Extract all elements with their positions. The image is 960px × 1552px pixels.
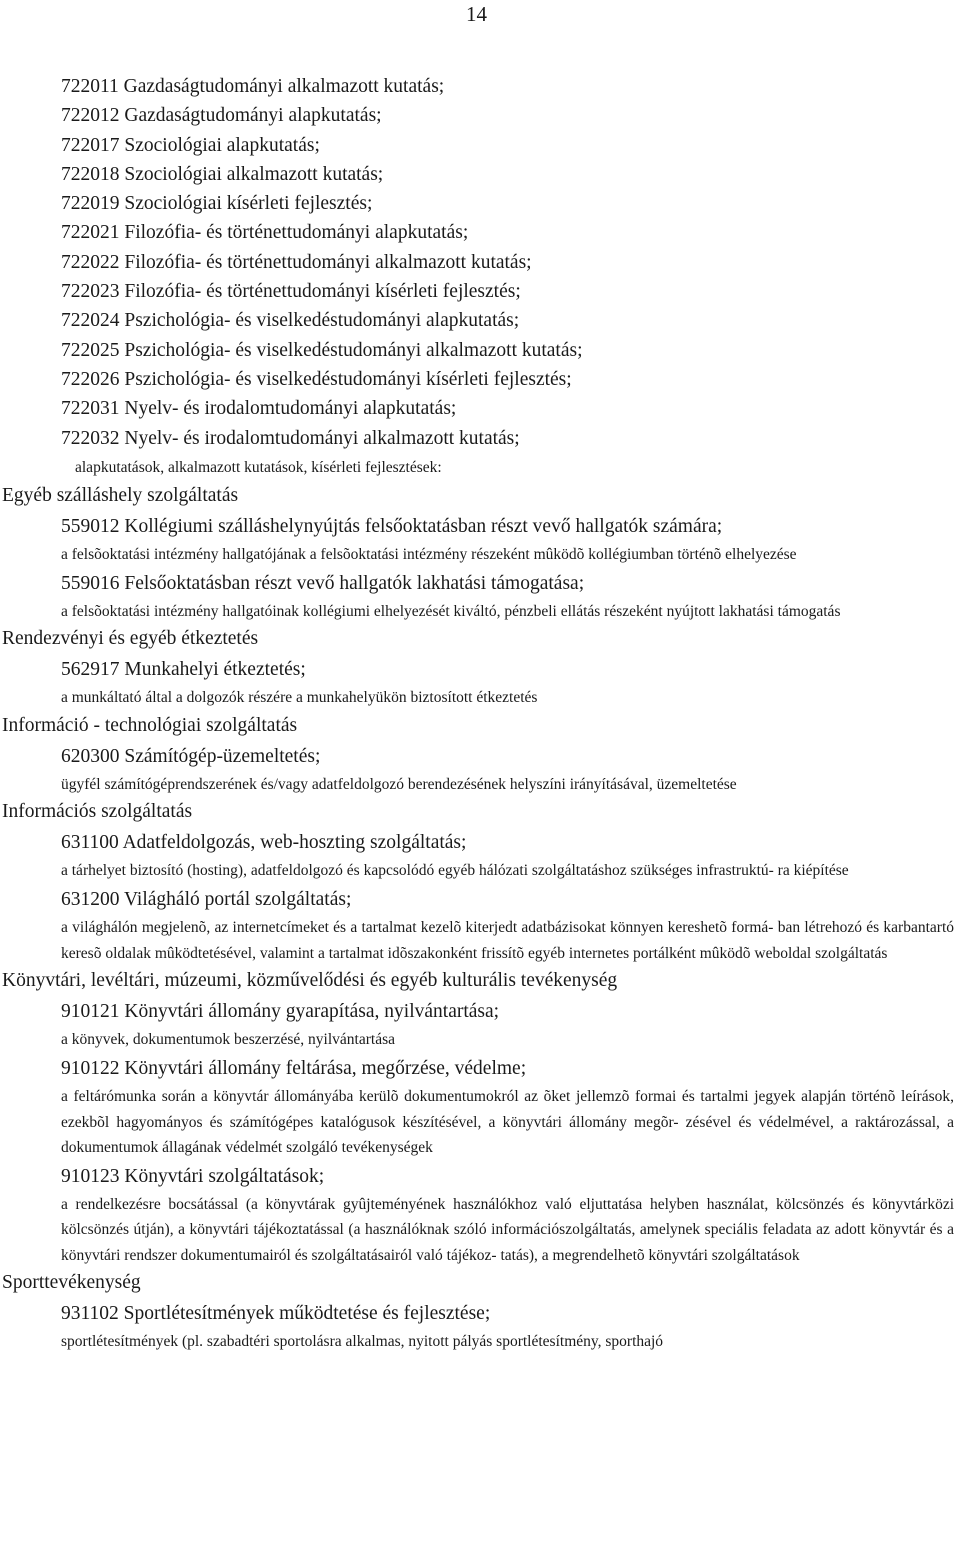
document-body <box>0 72 960 1354</box>
item-title: 931102 Sportlétesítmények működtetése és fejlesztése; <box>61 1303 491 1325</box>
section <box>0 1268 960 1354</box>
item-description: a feltárómunka során a könyvtár állományába kerülõ dokumentumokról az õket jellemzõ formai és tartalmi jegyek alapján történõ leírások, ezekbõl hagyományos és számítógépes katalógusok készítésével, a könyvtári állomány megõr- zésével és védelmével, a raktározással, a dokumentumok állagának védelmét szolgáló tevékenységek <box>61 1088 954 1156</box>
list-item: 722032 Nyelv- és irodalomtudományi alkalmazott kutatás; <box>61 427 520 449</box>
item-title: 631200 Világháló portál szolgáltatás; <box>61 889 352 911</box>
item-description: a rendelkezésre bocsátással (a könyvtárak gyûjteményének használókhoz való eljuttatása helyben használat, kölcsönzés és könyvtárközi kölcsönzés útján), a könyvtári tájékoztatással (a használóknak szóló információszolgáltatás, amelynek speciális feladata az adott könyvtár és a könyvtári rendszer dokumentumairól és szolgáltatásairól való tájékoz- tatás), a megrendelhetõ könyvtári szolgáltatások <box>61 1196 954 1264</box>
item-title: 910121 Könyvtári állomány gyarapítása, nyilvántartása; <box>61 1000 500 1022</box>
item-description: ügyfél számítógéprendszerének és/vagy adatfeldolgozó berendezésének helyszíni irányításával, üzemeltetése <box>61 775 737 793</box>
section <box>0 481 960 625</box>
section <box>0 966 960 1268</box>
list-item: 722021 Filozófia- és történettudományi alapkutatás; <box>61 222 469 244</box>
item-description: a felsõoktatási intézmény hallgatójának a felsõoktatási intézmény részeként mûködõ kollégiumban történõ elhelyezése <box>61 545 797 563</box>
section-heading: Információs szolgáltatás <box>2 801 193 823</box>
item-description: a felsõoktatási intézmény hallgatóinak kollégiumi elhelyezését kiváltó, pénzbeli ellátás részeként nyújtott lakhatási támogatás <box>61 603 841 621</box>
item-title: 559016 Felsőoktatásban részt vevő hallgatók lakhatási támogatása; <box>61 573 585 595</box>
list-item: 722023 Filozófia- és történettudományi kísérleti fejlesztés; <box>61 281 521 303</box>
list-item: 722024 Pszichológia- és viselkedéstudományi alapkutatás; <box>61 310 520 332</box>
item-title: 559012 Kollégiumi szálláshelynyújtás felsőoktatásban részt vevő hallgatók számára; <box>61 515 723 537</box>
list-item: 722022 Filozófia- és történettudományi alkalmazott kutatás; <box>61 251 532 273</box>
item-description: a munkáltató által a dolgozók részére a munkahelyükön biztosított étkeztetés <box>61 689 538 707</box>
section-heading: Egyéb szálláshely szolgáltatás <box>2 484 239 506</box>
section <box>0 711 960 797</box>
list-item: 722017 Szociológiai alapkutatás; <box>61 134 320 156</box>
section-heading: Rendezvényi és egyéb étkeztetés <box>2 628 259 650</box>
item-title: 910122 Könyvtári állomány feltárása, megőrzése, védelme; <box>61 1058 527 1080</box>
list-item: 722018 Szociológiai alkalmazott kutatás; <box>61 163 384 185</box>
research-code-list <box>0 72 960 481</box>
item-description: sportlétesítmények (pl. szabadtéri sportolásra alkalmas, nyitott pályás sportlétesítmény, sporthajó <box>61 1333 664 1351</box>
item-title: 620300 Számítógép-üzemeltetés; <box>61 745 321 767</box>
page-number: 14 <box>466 2 487 26</box>
list-item: 722031 Nyelv- és irodalomtudományi alapkutatás; <box>61 398 457 420</box>
item-title: 910123 Könyvtári szolgáltatások; <box>61 1166 325 1188</box>
item-description: a világhálón megjelenõ, az internetcímeket és a tartalmat kezelõ kiterjedt adatbázisokat könnyen kereshetõ formá- ban létrehozó és karbantartó keresõ oldalak mûködtetésével, valamint a tartalmat idõszakonként frissítõ egyéb internetes portálként mûködõ weboldal szolgáltatás <box>61 919 954 962</box>
list-item: 722026 Pszichológia- és viselkedéstudományi kísérleti fejlesztés; <box>61 368 572 390</box>
list-note: alapkutatások, alkalmazott kutatások, kísérleti fejlesztések: <box>75 458 442 476</box>
section <box>0 624 960 710</box>
list-item: 722025 Pszichológia- és viselkedéstudományi alkalmazott kutatás; <box>61 339 583 361</box>
section-heading: Könyvtári, levéltári, múzeumi, közművelődési és egyéb kulturális tevékenység <box>2 969 618 991</box>
list-item: 722011 Gazdaságtudományi alkalmazott kutatás; <box>61 76 445 97</box>
list-item: 722019 Szociológiai kísérleti fejlesztés; <box>61 193 373 215</box>
item-title: 631100 Adatfeldolgozás, web-hoszting szolgáltatás; <box>61 832 467 854</box>
section <box>0 797 960 966</box>
item-description: a könyvek, dokumentumok beszerzésé, nyilvántartása <box>61 1030 395 1048</box>
list-item: 722012 Gazdaságtudományi alapkutatás; <box>61 105 382 127</box>
item-title: 562917 Munkahelyi étkeztetés; <box>61 659 306 681</box>
section-heading: Sporttevékenység <box>2 1272 141 1294</box>
section-heading: Információ - technológiai szolgáltatás <box>2 714 298 736</box>
item-description: a tárhelyet biztosító (hosting), adatfeldolgozó és kapcsolódó egyéb hálózati szolgáltatáshoz szükséges infrastruktú- ra kiépítése <box>61 862 849 880</box>
